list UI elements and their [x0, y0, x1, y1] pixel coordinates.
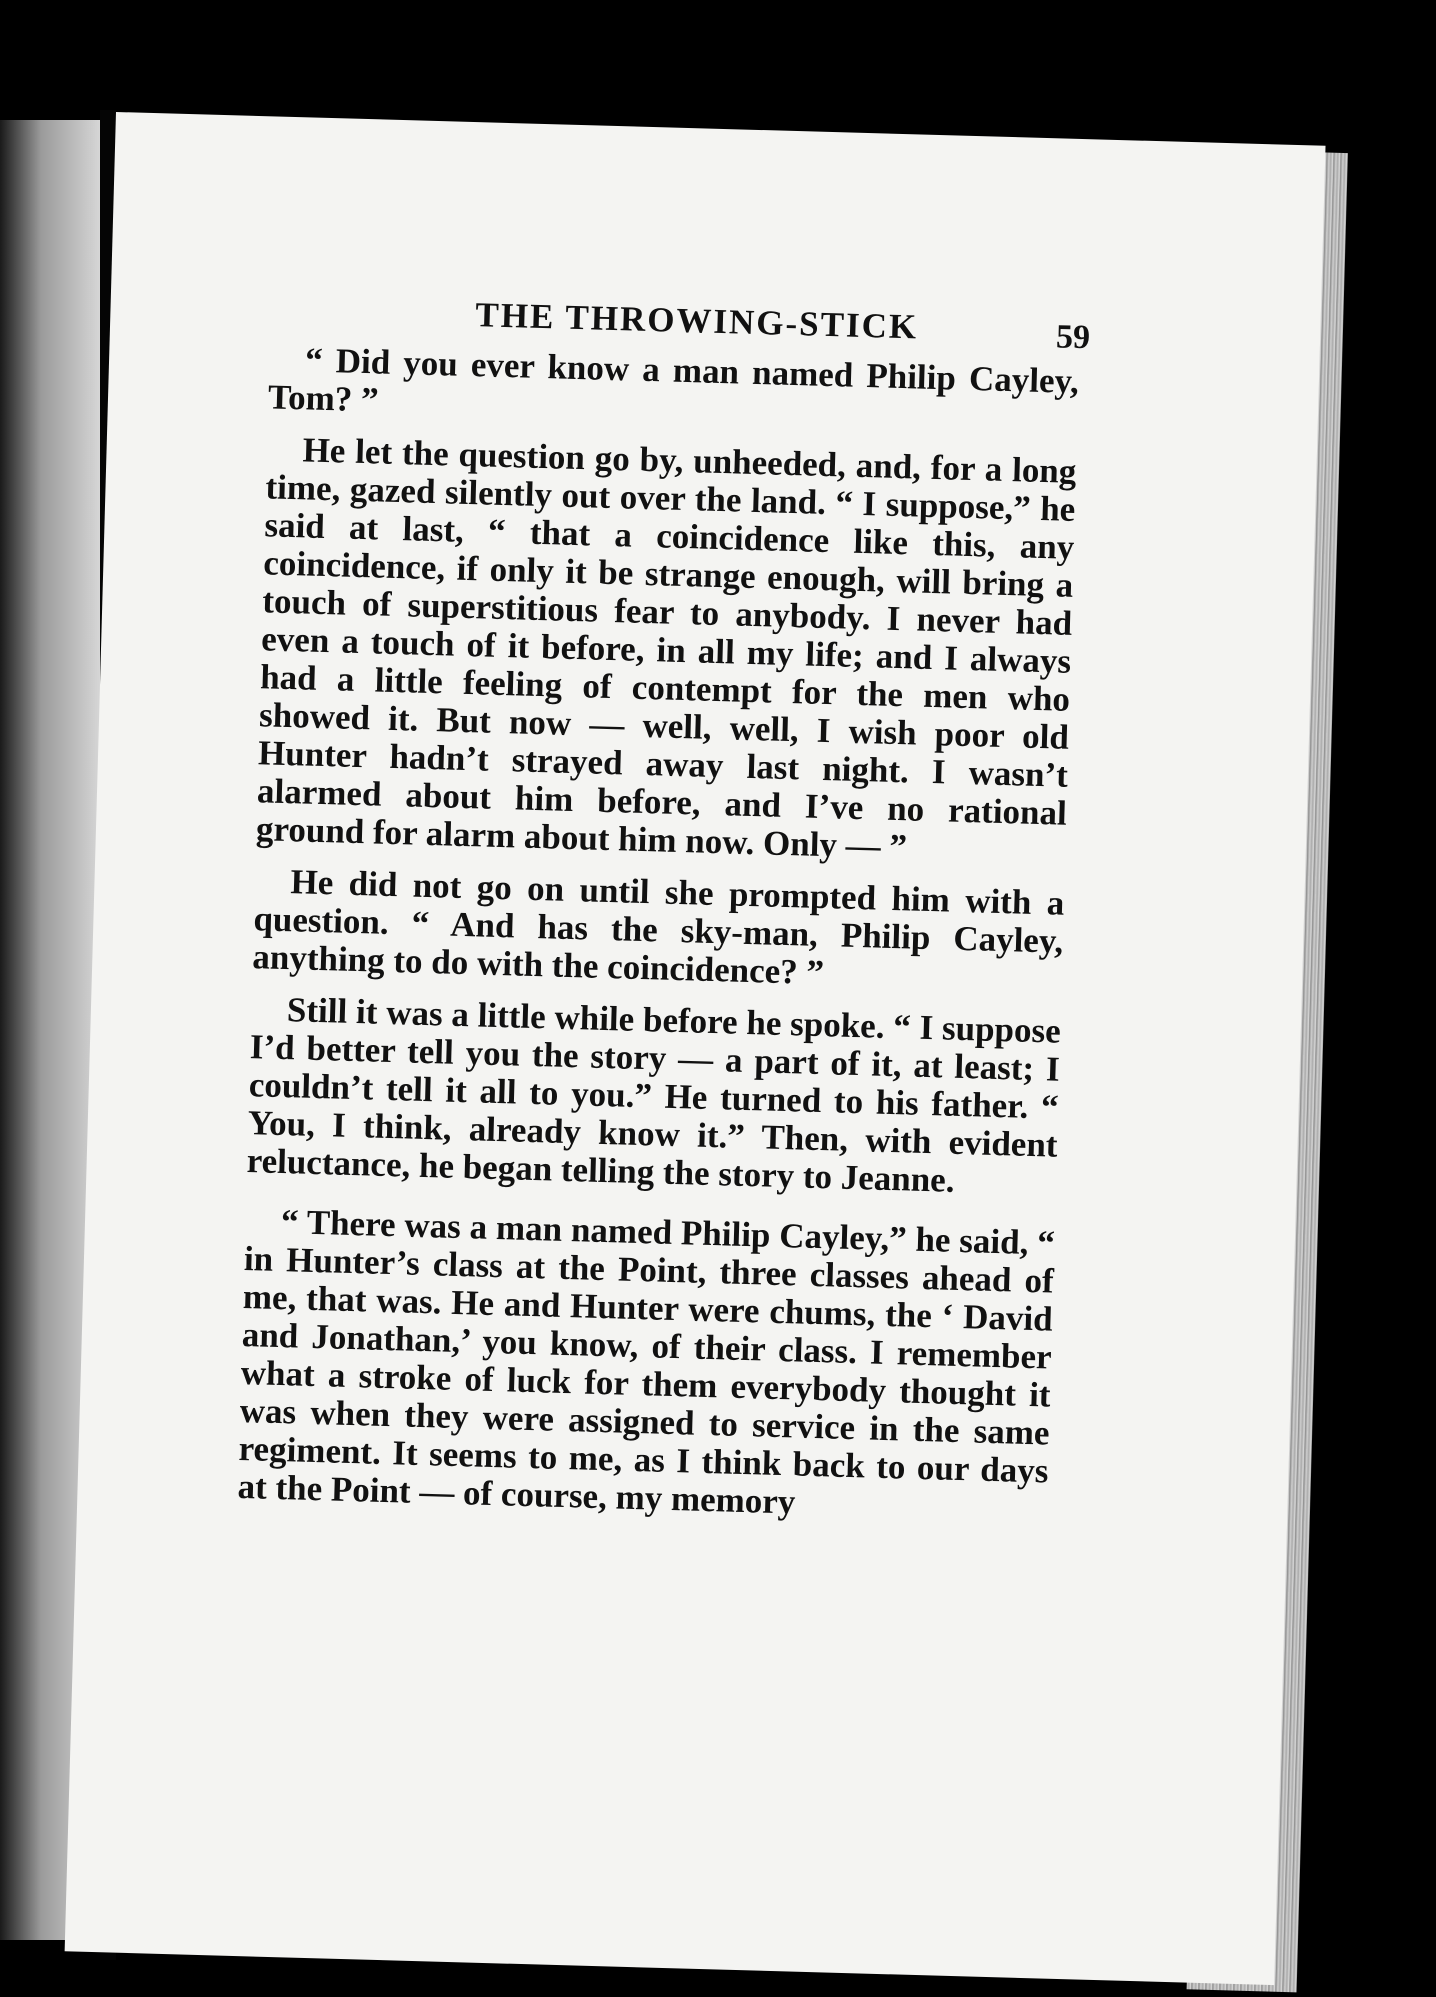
page-number: 59	[1055, 318, 1091, 357]
book-page	[65, 112, 1326, 1985]
paragraph: “ Did you ever know a man named Philip Cayley, Tom? ”	[267, 340, 1080, 420]
header-title: THE THROWING-STICK	[474, 295, 919, 347]
paragraph: “ There was a man named Philip Cayley,” he said, “ in Hunter’s class at the Point, three classes ahead of me, that was. He and Hunter were chums, the ‘ David and Jonathan,’ you know, of their class. I remember what a stroke of luck for them everybody thought it was when they were assigned to service in the same regiment. It seems to me, as I think back to our days at the Point — of course, my memory	[237, 1202, 1056, 1522]
paragraph: Still it was a little while before he spoke. “ I suppose I’d better tell you the story — a part of it, at least; I couldn’t tell it all to you.” He turned to his father. “ You, I think, already know it.” Then, with evident reluctance, he began telling the story to Jeanne.	[246, 990, 1062, 1200]
paragraph: He did not go on until she prompted him with a question. “ And has the sky-man, Philip Cayley, anything to do with the coincidence? ”	[251, 862, 1065, 993]
page-text	[237, 286, 1091, 1542]
paragraph: He let the question go by, unheeded, and, for a long time, gazed silently out over the land. “ I suppose,” he said at last, “ that a coincidence like this, any coincidence, if only it be strange enough, will bring a touch of superstitious fear to anybody. I never had even a touch of it before, in all my life; and I always had a little feeling of contempt for the men who showed it. But now — well, well, I wish poor old Hunter hadn’t strayed away last night. I wasn’t alarmed about him before, and I’ve no rational ground for alarm about him now. Only — ”	[255, 430, 1077, 867]
